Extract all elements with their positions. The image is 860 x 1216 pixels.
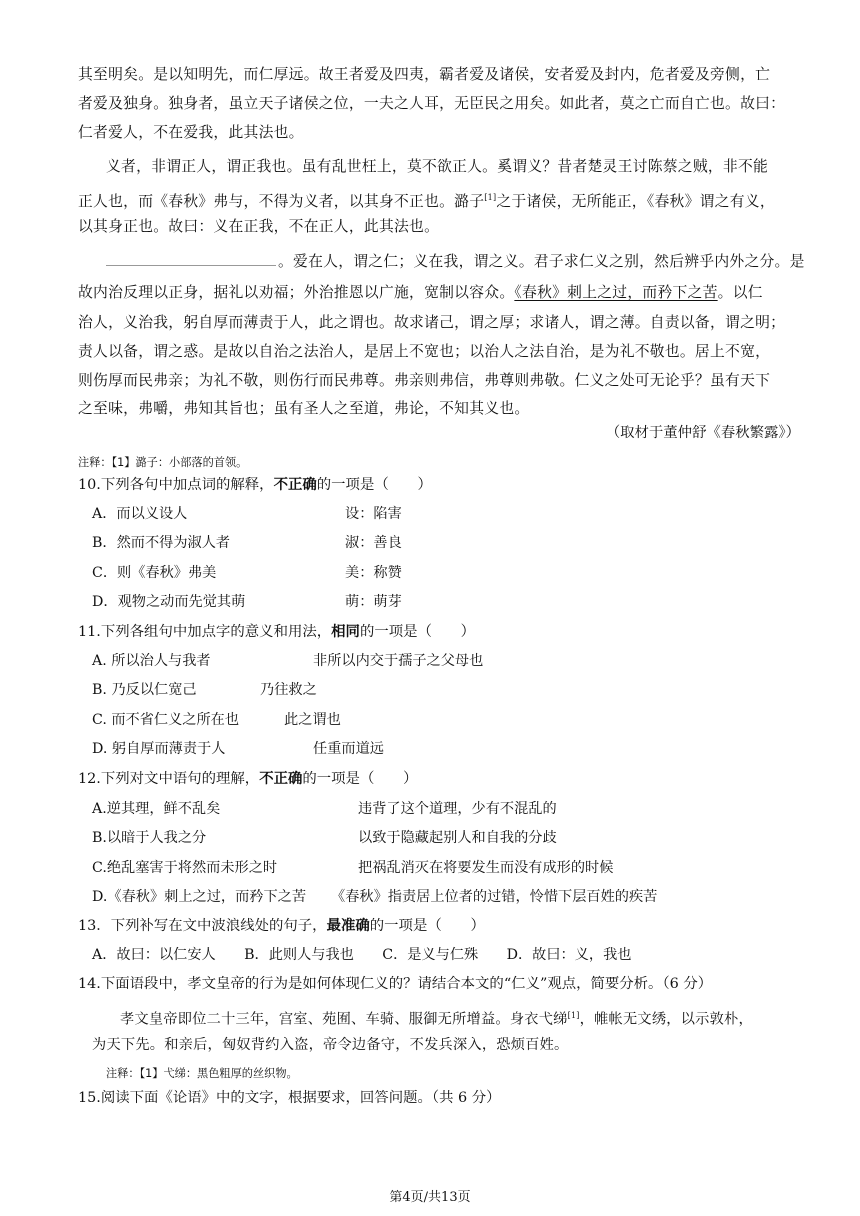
page-number: 第4页/共13页 <box>389 1190 471 1205</box>
q10-gloss-c: 美：称赞 <box>345 565 402 581</box>
answer-blank-wavy <box>106 253 276 266</box>
q10-option-c: C．则《春秋》弗美 <box>92 565 217 581</box>
q11-option-a-left: A. 所以治人与我者 <box>92 653 211 669</box>
question-14-stem: 14.下面语段中，孝文皇帝的行为是如何体现仁义的？请结合本文的“仁义”观点，简要分析。（6 分） <box>78 976 713 992</box>
footnote-marker: [1] <box>567 1011 580 1020</box>
q12-option-d-left: D.《春秋》刺上之过，而矜下之苦 <box>92 889 307 905</box>
question-15-stem: 15.阅读下面《论语》中的文字，根据要求，回答问题。（共 6 分） <box>78 1090 501 1106</box>
passage-text: 正人也，而《春秋》弗与，不得为义者，以其身不正也。潞子 <box>78 192 485 210</box>
question-13-stem: 13．下列补写在文中波浪线处的句子，最准确的一项是（ ） <box>78 917 485 934</box>
q12-option-c-right: 把祸乱消灭在将要发生而没有成形的时候 <box>358 860 614 876</box>
q14-passage-line: 孝文皇帝即位二十三年，宫室、苑囿、车骑、服御无所增益。身衣弋绨[1]，帷帐无文绣，以示敦朴， <box>120 1011 753 1028</box>
underlined-sentence: 《春秋》刺上之过，而矜下之苦 <box>514 284 718 301</box>
q12-option-a-right: 违背了这个道理，少有不混乱的 <box>358 801 557 817</box>
q11-option-b-right: 乃往救之 <box>260 682 317 698</box>
question-11-stem: 11.下列各组句中加点字的意义和用法，相同的一项是（ ） <box>78 623 476 640</box>
passage-text: 故内治反理以正身，据礼以劝福；外治推恩以广施，宽制以容众。 <box>78 284 515 301</box>
q11-option-d-right: 任重而道远 <box>313 741 384 757</box>
footnote-marker: [1] <box>484 193 497 202</box>
q14-passage-line: 为天下先。和亲后，匈奴背约入盗，帝令边备守，不发兵深入，恐烦百姓。 <box>92 1037 569 1053</box>
q12-option-b-right: 以致于隐藏起别人和自我的分歧 <box>358 830 557 846</box>
passage-source: （取材于董仲舒《春秋繁露》） <box>605 425 800 441</box>
footnote: 注释：【1】弋绨：黑色粗厚的丝织物。 <box>106 1067 298 1080</box>
q11-option-d-left: D. 躬自厚而薄责于人 <box>92 741 226 757</box>
passage-line: 之至味，弗嚼，弗知其旨也；虽有圣人之至道，弗论，不知其义也。 <box>78 400 530 417</box>
question-12-stem: 12.下列对文中语句的理解，不正确的一项是（ ） <box>78 770 418 787</box>
passage-line: 义者，非谓正人，谓正我也。虽有乱世枉上，莫不欲正人。奚谓义？昔者楚灵王讨陈蔡之贼，非不能 <box>106 158 769 175</box>
q11-option-b-left: B. 乃反以仁宽己 <box>92 682 197 698</box>
passage-text: 。以仁 <box>717 284 763 301</box>
passage-line <box>78 188 794 212</box>
q10-gloss-d: 萌：萌芽 <box>345 594 402 610</box>
q11-option-a-right: 非所以内交于孺子之父母也 <box>313 653 484 669</box>
q10-gloss-a: 设：陷害 <box>345 506 402 522</box>
passage-line: 治人，义治我，躬自厚而薄责于人，此之谓也。故求诸己，谓之厚；求诸人，谓之薄。自责以备，谓之明； <box>78 314 786 331</box>
passage-line <box>106 252 822 272</box>
q10-option-b: B．然而不得为淑人者 <box>92 535 231 551</box>
passage-line: 者爱及独身。独身者，虽立天子诸侯之位，一夫之人耳，无臣民之用矣。如此者，莫之亡而自亡也。故曰： <box>78 95 786 112</box>
q13-options: A．故曰：以仁安人 B．此则人与我也 C．是义与仁殊 D．故曰：义，我也 <box>92 947 632 963</box>
passage-text: 之于诸侯，无所能正，《春秋》谓之有义， <box>496 192 775 210</box>
q10-option-d: D．观物之动而先觉其萌 <box>92 594 246 610</box>
question-10-stem: 10.下列各句中加点词的解释，不正确的一项是（ ） <box>78 476 432 493</box>
q12-option-d-right: 《春秋》指责居上位者的过错，怜惜下层百姓的疾苦 <box>331 889 658 905</box>
q10-option-a: A．而以义设人 <box>92 506 188 522</box>
q10-gloss-b: 淑：善良 <box>345 535 402 551</box>
q12-option-b-left: B.以暗于人我之分 <box>92 830 207 846</box>
footnote: 注释：【1】潞子：小部落的首领。 <box>78 456 248 469</box>
passage-line: 以其身正也。故曰：义在正我，不在正人，此其法也。 <box>78 218 440 235</box>
passage-line: 责人以备，谓之惑。是故以自治之法治人，是居上不宽也；以治人之法自治，是为礼不敬也。居上不宽， <box>78 343 771 360</box>
passage-text: 。爱在人，谓之仁；义在我，谓之义。君子求仁义之别，然后辨乎内外之分。是 <box>278 253 805 270</box>
passage-line <box>78 283 794 303</box>
q12-option-c-left: C.绝乱塞害于将然而未形之时 <box>92 860 278 876</box>
passage-line: 其至明矣。是以知明先，而仁厚远。故王者爱及四夷，霸者爱及诸侯，安者爱及封内，危者爱及旁侧，亡 <box>78 66 771 83</box>
q11-option-c-right: 此之谓也 <box>284 712 341 728</box>
q11-option-c-left: C. 而不省仁义之所在也 <box>92 712 240 728</box>
passage-line: 则伤厚而民弗亲；为礼不敬，则伤行而民弗尊。弗亲则弗信，弗尊则弗敬。仁义之处可无论乎？虽有天下 <box>78 372 771 389</box>
q12-option-a-left: A.逆其理，鲜不乱矣 <box>92 801 221 817</box>
passage-line: 仁者爱人，不在爱我，此其法也。 <box>78 124 304 141</box>
